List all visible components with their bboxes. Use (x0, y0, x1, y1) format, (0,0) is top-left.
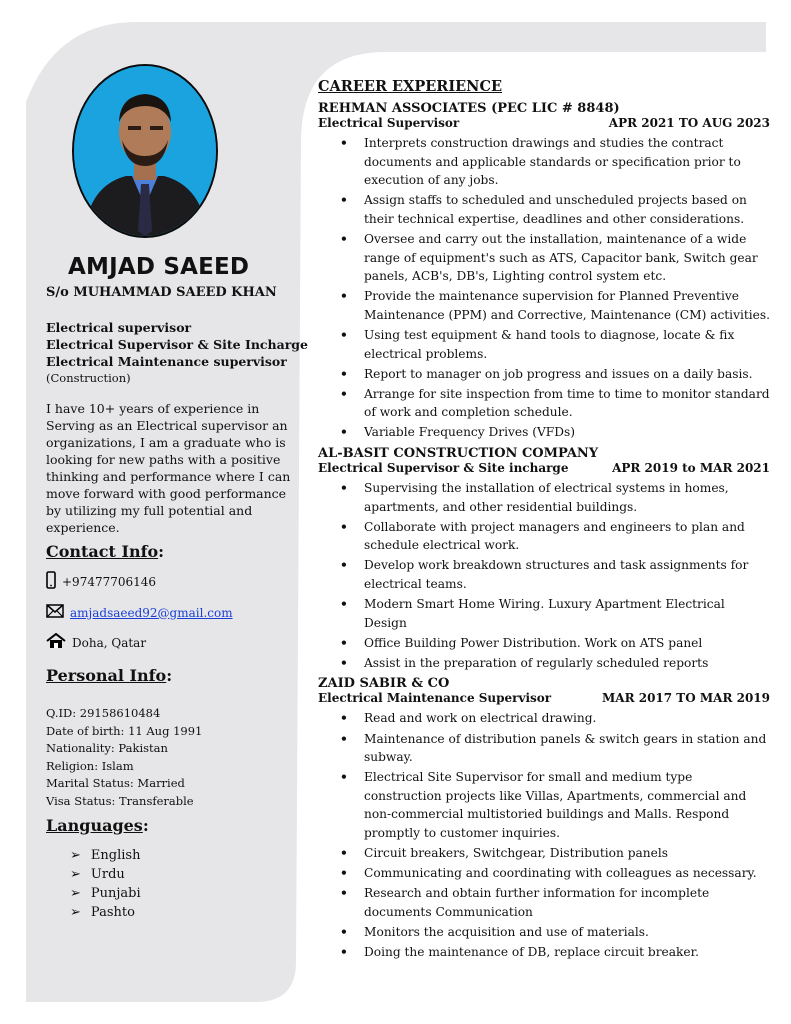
profile-summary: I have 10+ years of experience in Serving as an Electrical supervisor an organizations, I am a graduate who is looking for new paths with a positive thinking and performance where I can move forward with good performance by utilizing my full potential and experience. (46, 401, 291, 535)
duties-list (318, 479, 770, 672)
father-name: S/o MUHAMMAD SAEED KHAN (46, 285, 277, 300)
career-heading: CAREER EXPERIENCE (318, 78, 503, 95)
duty-item: • Electrical Site Supervisor for small and medium type construction projects like Villas, Apartments, commercial and non-commercial multistoried buildings and Malls. Respond promptly to customer inquiries. (318, 768, 770, 842)
duty-item: • Collaborate with project managers and engineers to plan and schedule electrical work. (318, 518, 770, 555)
contact-heading: Contact Info: (46, 542, 165, 561)
duty-item: • Doing the maintenance of DB, replace circuit breaker. (318, 943, 770, 962)
duty-item: • Develop work breakdown structures and task assignments for electrical teams. (318, 556, 770, 593)
company-name: ZAID SABIR & CO (318, 676, 450, 692)
languages-list (70, 846, 141, 922)
personal-line: Religion: Islam (46, 758, 134, 773)
language-item: ➢ English (70, 848, 141, 863)
duty-item: • Read and work on electrical drawing. (318, 709, 770, 728)
duty-item: • Maintenance of distribution panels & switch gears in station and subway. (318, 730, 770, 767)
duty-item: • Variable Frequency Drives (VFDs) (318, 423, 770, 442)
title-line: Electrical supervisor (46, 320, 192, 335)
language-item: ➢ Pashto (70, 905, 135, 920)
duties-list (318, 709, 770, 961)
duty-item: • Oversee and carry out the installation, maintenance of a wide range of equipment's such as ATS, Capacitor bank, Switch gear panels, ACB's, DB's, Lighting control system etc. (318, 230, 770, 286)
phone-icon (46, 571, 56, 592)
duty-item: • Research and obtain further information for incomplete documents Communication (318, 884, 770, 921)
title-line: Electrical Supervisor & Site Incharge (46, 337, 308, 352)
duty-item: • Monitors the acquisition and use of materials. (318, 923, 770, 942)
role-title: Electrical Supervisor & Site incharge (318, 461, 569, 475)
profile-photo (72, 64, 218, 238)
duty-item: • Office Building Power Distribution. Work on ATS panel (318, 634, 770, 653)
role-dates: MAR 2017 TO MAR 2019 (601, 691, 770, 706)
language-item: ➢ Urdu (70, 867, 125, 882)
personal-line: Visa Status: Transferable (46, 793, 194, 808)
duties-list (318, 134, 770, 442)
personal-line: Nationality: Pakistan (46, 741, 168, 755)
languages-heading: Languages: (46, 816, 149, 835)
phone-number: +97477706146 (62, 574, 157, 589)
arrow-bullet-icon: ➢ (70, 867, 81, 882)
duty-item: • Supervising the installation of electrical systems in homes, apartments, and other residential buildings. (318, 479, 770, 516)
job-titles (46, 319, 308, 387)
duty-item: • Provide the maintenance supervision for Planned Preventive Maintenance (PPM) and Corrective, Maintenance (CM) activities. (318, 287, 770, 324)
duty-item: • Interprets construction drawings and studies the contract documents and applicable standards or specification prior to execution of any jobs. (318, 134, 770, 190)
role-title: Electrical Supervisor (318, 116, 460, 130)
role-dates: APR 2019 to MAR 2021 (612, 461, 770, 475)
personal-line: Date of birth: 11 Aug 1991 (46, 723, 203, 738)
role-dates: APR 2021 TO AUG 2023 (608, 116, 770, 130)
titles-note: (Construction) (46, 371, 131, 385)
career-section (318, 78, 770, 966)
personal-heading: Personal Info: (46, 666, 173, 685)
arrow-bullet-icon: ➢ (70, 886, 81, 901)
title-line: Electrical Maintenance supervisor (46, 354, 287, 369)
email-link[interactable]: amjadsaeed92@gmail.com (70, 605, 233, 620)
contact-email (46, 604, 233, 621)
arrow-bullet-icon: ➢ (70, 848, 81, 863)
duty-item: • Assign staffs to scheduled and unscheduled projects based on their technical expertise, deadlines and other considerations. (318, 191, 770, 228)
duty-item: • Communicating and coordinating with colleagues as necessary. (318, 864, 770, 883)
contact-location (46, 633, 146, 652)
email-icon (46, 604, 64, 621)
arrow-bullet-icon: ➢ (70, 905, 81, 920)
duty-item: • Assist in the preparation of regularly scheduled reports (318, 654, 770, 673)
candidate-name: AMJAD SAEED (68, 254, 250, 280)
company-name: REHMAN ASSOCIATES (PEC LIC # 8848) (318, 101, 620, 116)
location-text: Doha, Qatar (72, 635, 147, 650)
personal-line: Q.ID: 29158610484 (46, 706, 161, 720)
language-item: ➢ Punjabi (70, 886, 141, 901)
home-icon (46, 633, 66, 652)
duty-item: • Arrange for site inspection from time to time to monitor standard of work and completion schedule. (318, 385, 770, 422)
duty-item: • Circuit breakers, Switchgear, Distribution panels (318, 844, 770, 863)
role-line (318, 116, 770, 130)
duty-item: • Modern Smart Home Wiring. Luxury Apartment Electrical Design (318, 595, 770, 632)
personal-line: Marital Status: Married (46, 776, 185, 790)
role-title: Electrical Maintenance Supervisor (318, 691, 552, 706)
company-name: AL-BASIT CONSTRUCTION COMPANY (318, 446, 599, 461)
duty-item: • Report to manager on job progress and issues on a daily basis. (318, 365, 770, 384)
duty-item: • Using test equipment & hand tools to diagnose, locate & fix electrical problems. (318, 326, 770, 363)
role-line (318, 691, 770, 705)
contact-phone (46, 571, 156, 592)
personal-info (46, 705, 202, 810)
role-line (318, 461, 770, 475)
